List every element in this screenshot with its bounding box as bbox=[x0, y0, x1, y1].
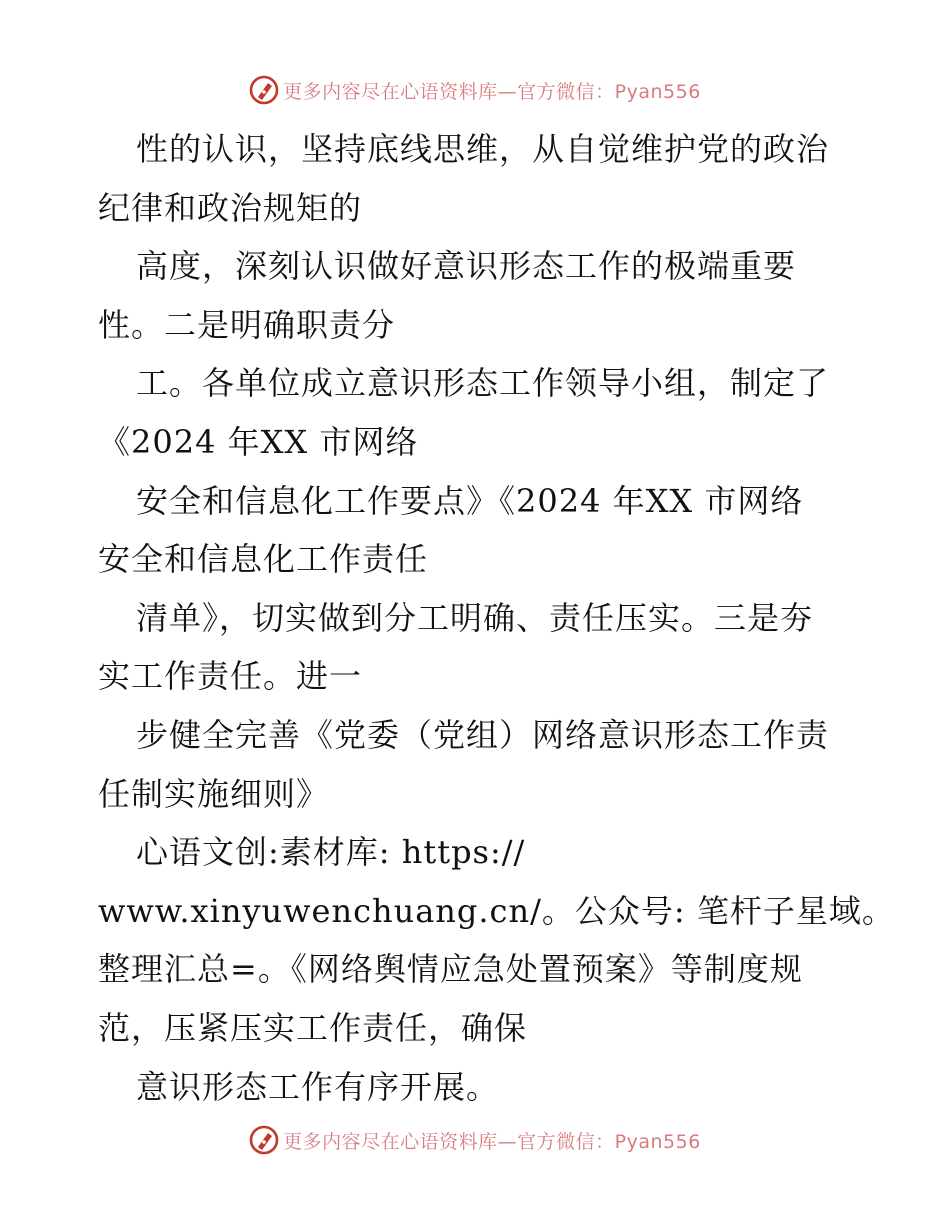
text-line: 步健全完善《党委（党组）网络意识形态工作责 bbox=[136, 715, 830, 754]
header-banner bbox=[0, 70, 950, 110]
text-line: 性的认识，坚持底线思维，从自觉维护党的政治 bbox=[136, 130, 830, 168]
document-body bbox=[98, 120, 895, 1116]
text-line: 工。各单位成立意识形态工作领导小组，制定了 bbox=[136, 364, 830, 403]
text-line: 实工作责任。进一 bbox=[98, 657, 363, 696]
pen-nib-circle-icon bbox=[249, 75, 279, 105]
text-line: 安全和信息化工作要点》《2024 年XX 市网络 bbox=[136, 481, 804, 520]
text-line: 《2024 年XX 市网络 bbox=[98, 422, 419, 461]
text-line: 清单》，切实做到分工明确、责任压实。三是夯 bbox=[136, 598, 814, 637]
text-line: 心语文创:素材库: https:// bbox=[136, 833, 526, 872]
text-line: 范，压紧压实工作责任，确保 bbox=[98, 1008, 528, 1047]
header-banner-text: 更多内容尽在心语资料库—官方微信：Pyan556 bbox=[283, 80, 701, 103]
text-line: 纪律和政治规矩的 bbox=[98, 188, 363, 227]
text-line: 安全和信息化工作责任 bbox=[98, 540, 429, 579]
footer-banner-text: 更多内容尽在心语资料库—官方微信：Pyan556 bbox=[283, 1130, 701, 1153]
text-line: www.xinyuwenchuang.cn/。公众号: 笔杆子星域。 bbox=[98, 891, 895, 930]
text-line: 性。二是明确职责分 bbox=[98, 305, 396, 344]
text-line: 意识形态工作有序开展。 bbox=[136, 1067, 500, 1106]
footer-banner bbox=[0, 1120, 950, 1160]
text-line: 整理汇总=。《网络舆情应急处置预案》等制度规 bbox=[98, 950, 803, 989]
pen-nib-circle-icon bbox=[249, 1125, 279, 1155]
text-line: 任制实施细则》 bbox=[98, 774, 330, 813]
text-line: 高度，深刻认识做好意识形态工作的极端重要 bbox=[136, 247, 797, 286]
